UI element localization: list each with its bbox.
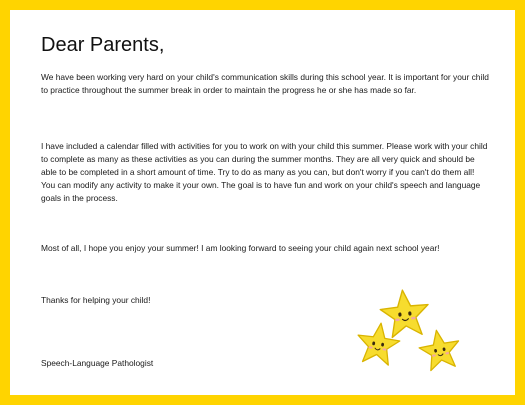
paragraph-thanks: Thanks for helping your child!: [41, 295, 151, 305]
smiling-stars-icon: [345, 282, 475, 382]
paragraph-calendar: I have included a calendar filled with activities for you to work on with your child this summer. Please work with your child to complete as many as these activities as you can during the summer months. They are all very quick and should be able to be completed in a short amount of time. Try to do as many as you can, but don't worry if you can't do them all! You can modify any activity to make it your own. The goal is to have fun and work on your child's speech and language goals in the process.: [41, 141, 488, 203]
letter-greeting: Dear Parents,: [41, 34, 165, 56]
star-icon: [417, 327, 463, 372]
signature-line: Speech-Language Pathologist: [41, 358, 154, 368]
paragraph-enjoy-summer: Most of all, I hope you enjoy your summer! I am looking forward to seeing your child again next school year!: [41, 243, 440, 253]
star-icon: [379, 288, 432, 339]
paragraph-intro: We have been working very hard on your child's communication skills during this school year. It is important for your child to practice throughout the summer break in order to maintain the progress he or she has made so far.: [41, 72, 489, 95]
